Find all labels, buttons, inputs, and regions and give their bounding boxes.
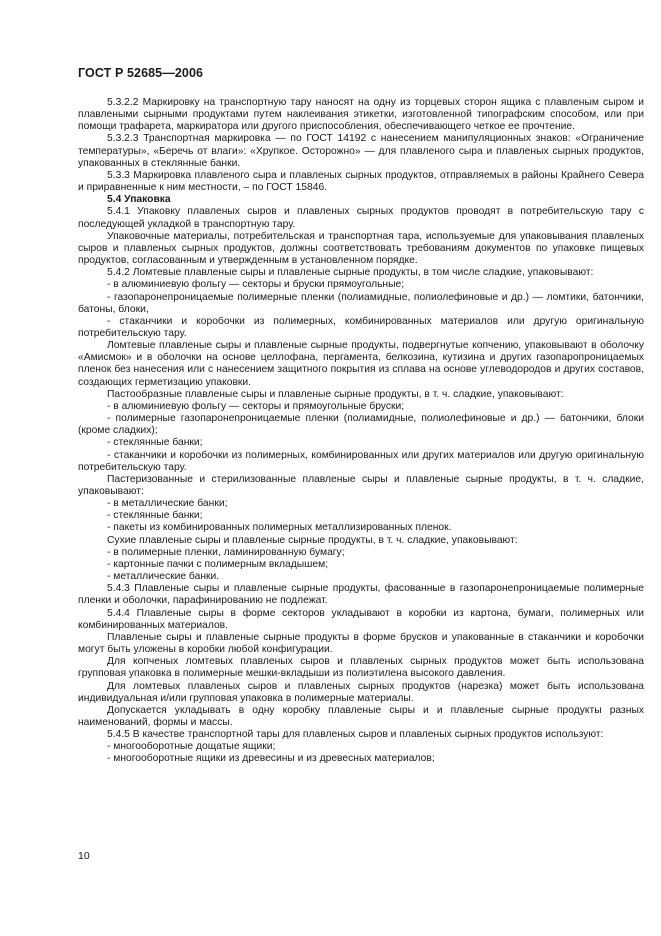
- paragraph-5-4-1: 5.4.1 Упаковку плавленых сыров и плавленых сырных продуктов проводят в потребительскую тару с последующей укладкой в транспортную тару.: [78, 206, 644, 230]
- list-item: - стеклянные банки;: [107, 437, 203, 449]
- paragraph-5-4-2: 5.4.2 Ломтевые плавленые сыры и плавленые сырные продукты, в том числе сладкие, упаковывают:: [107, 267, 594, 279]
- section-heading-5-4: 5.4 Упаковка: [107, 194, 171, 206]
- standard-header: ГОСТ Р 52685—2006: [78, 66, 204, 80]
- paragraph: Ломтевые плавленые сыры и плавленые сырные продукты, подвергнутые копчению, упаковывают в оболочку «Амисмок» и в оболочки на основе целлофана, пергамента, белкозина, кутизина и других газопаропроницаемых пленок без нанесения или с нанесением защитного покрытия из сплава на основе углеводородов и других составов, создающих герметизацию упаковки.: [78, 340, 644, 388]
- list-item: - металлические банки.: [107, 571, 220, 583]
- list-item: - в полимерные пленки, ламинированную бумагу;: [107, 546, 345, 558]
- list-item: - многооборотные ящики из древесины и из древесных материалов;: [107, 753, 435, 765]
- list-item: - газопаронепроницаемые полимерные пленки (полиамидные, полиолефиновые и др.) — ломтики, батончики, батоны, блоки,: [78, 291, 644, 315]
- page-number: 10: [78, 850, 90, 862]
- list-item: - пакеты из комбинированных полимерных металлизированных пленок.: [107, 522, 452, 534]
- list-item: - в алюминиевую фольгу — секторы и прямоугольные бруски;: [107, 400, 405, 412]
- list-item: - стаканчики и коробочки из полимерных, комбинированных материалов или другую оригинальную потребительскую тару.: [78, 315, 644, 339]
- list-item: - многооборотные дощатые ящики;: [107, 741, 276, 753]
- paragraph: Для ломтевых плавленых сыров и плавленых сырных продуктов (нарезка) может быть использована индивидуальная и/или групповая упаковка в полимерные материалы.: [78, 680, 644, 704]
- paragraph-5-3-2-2: 5.3.2.2 Маркировку на транспортную тару наносят на одну из торцевых сторон ящика с плавленым сыром и плавлеными сырными продуктами путем наклеивания этикетки, изготовленной типографским способом, или при помощи трафарета, маркиратора или другого приспособления, обеспечивающего четкое ее прочтение.: [78, 97, 644, 133]
- list-item: - в металлические банки;: [107, 498, 228, 510]
- paragraph-5-3-2-3: 5.3.2.3 Транспортная маркировка — по ГОСТ 14192 с нанесением манипуляционных знаков: «Ограничение температуры», «Беречь от влаги»: «Хрупкое. Осторожно» — для плавленого сыра и плавленых сырных продуктов, упакованных в стеклянные банки.: [78, 133, 644, 169]
- paragraph-5-4-4: 5.4.4 Плавленые сыры в форме секторов укладывают в коробки из картона, бумаги, полимерных или комбинированных материалов.: [78, 607, 644, 631]
- list-item: - полимерные газопаронепроницаемые пленки (полиамидные, полиолефиновые и др.) — батончики, блоки (кроме сладких);: [78, 413, 644, 437]
- paragraph: Упаковочные материалы, потребительская и транспортная тара, используемые для упаковывания плавленых сыров и плавленых сырных продуктов, должны соответствовать требованиям документов по упаковке пищевых продуктов, согласованным и утвержденным в установленном порядке.: [78, 230, 644, 267]
- paragraph: Для копченых ломтевых плавленых сыров и плавленых сырных продуктов может быть использована групповая упаковка в полимерные мешки-вкладыши из полиэтилена высокого давления.: [78, 656, 644, 680]
- paragraph-5-4-3: 5.4.3 Плавленые сыры и плавленые сырные продукты, фасованные в газопаронепроницаемые полимерные пленки и оболочки, парафинированию не подлежат.: [78, 583, 644, 607]
- document-body: [78, 97, 644, 766]
- paragraph: Плавленые сыры и плавленые сырные продукты в форме брусков и упакованные в стаканчики и коробочки могут быть уложены в коробки любой конфигурации.: [78, 631, 644, 656]
- list-item: - стеклянные банки;: [107, 510, 203, 522]
- paragraph: Допускается укладывать в одну коробку плавленые сыры и и плавленые сырные продукты разных наименований, формы и массы.: [78, 704, 644, 728]
- paragraph: Пастообразные плавленые сыры и плавленые сырные продукты, в т. ч. сладкие, упаковывают:: [107, 388, 564, 400]
- paragraph: Пастеризованные и стерилизованные плавленые сыры и плавленые сырные продукты, в т. ч. сладкие, упаковывают:: [78, 473, 644, 497]
- list-item: - в алюминиевую фольгу — секторы и бруски прямоугольные;: [107, 279, 405, 291]
- paragraph: Сухие плавленые сыры и плавленые сырные продукты, в т. ч. сладкие, упаковывают:: [107, 534, 518, 546]
- list-item: - стаканчики и коробочки из полимерных, комбинированных или других материалов или другую оригинальную потребительскую тару.: [78, 449, 644, 473]
- paragraph-5-4-5: 5.4.5 В качестве транспортной тары для плавленых сыров и плавленых сырных продуктов используют:: [107, 729, 604, 741]
- list-item: - картонные пачки с полимерным вкладышем;: [107, 558, 329, 570]
- paragraph-5-3-3: 5.3.3 Маркировка плавленого сыра и плавленых сырных продуктов, отправляемых в районы Крайнего Севера и приравненные к ним местности, – по ГОСТ 15846.: [78, 169, 644, 194]
